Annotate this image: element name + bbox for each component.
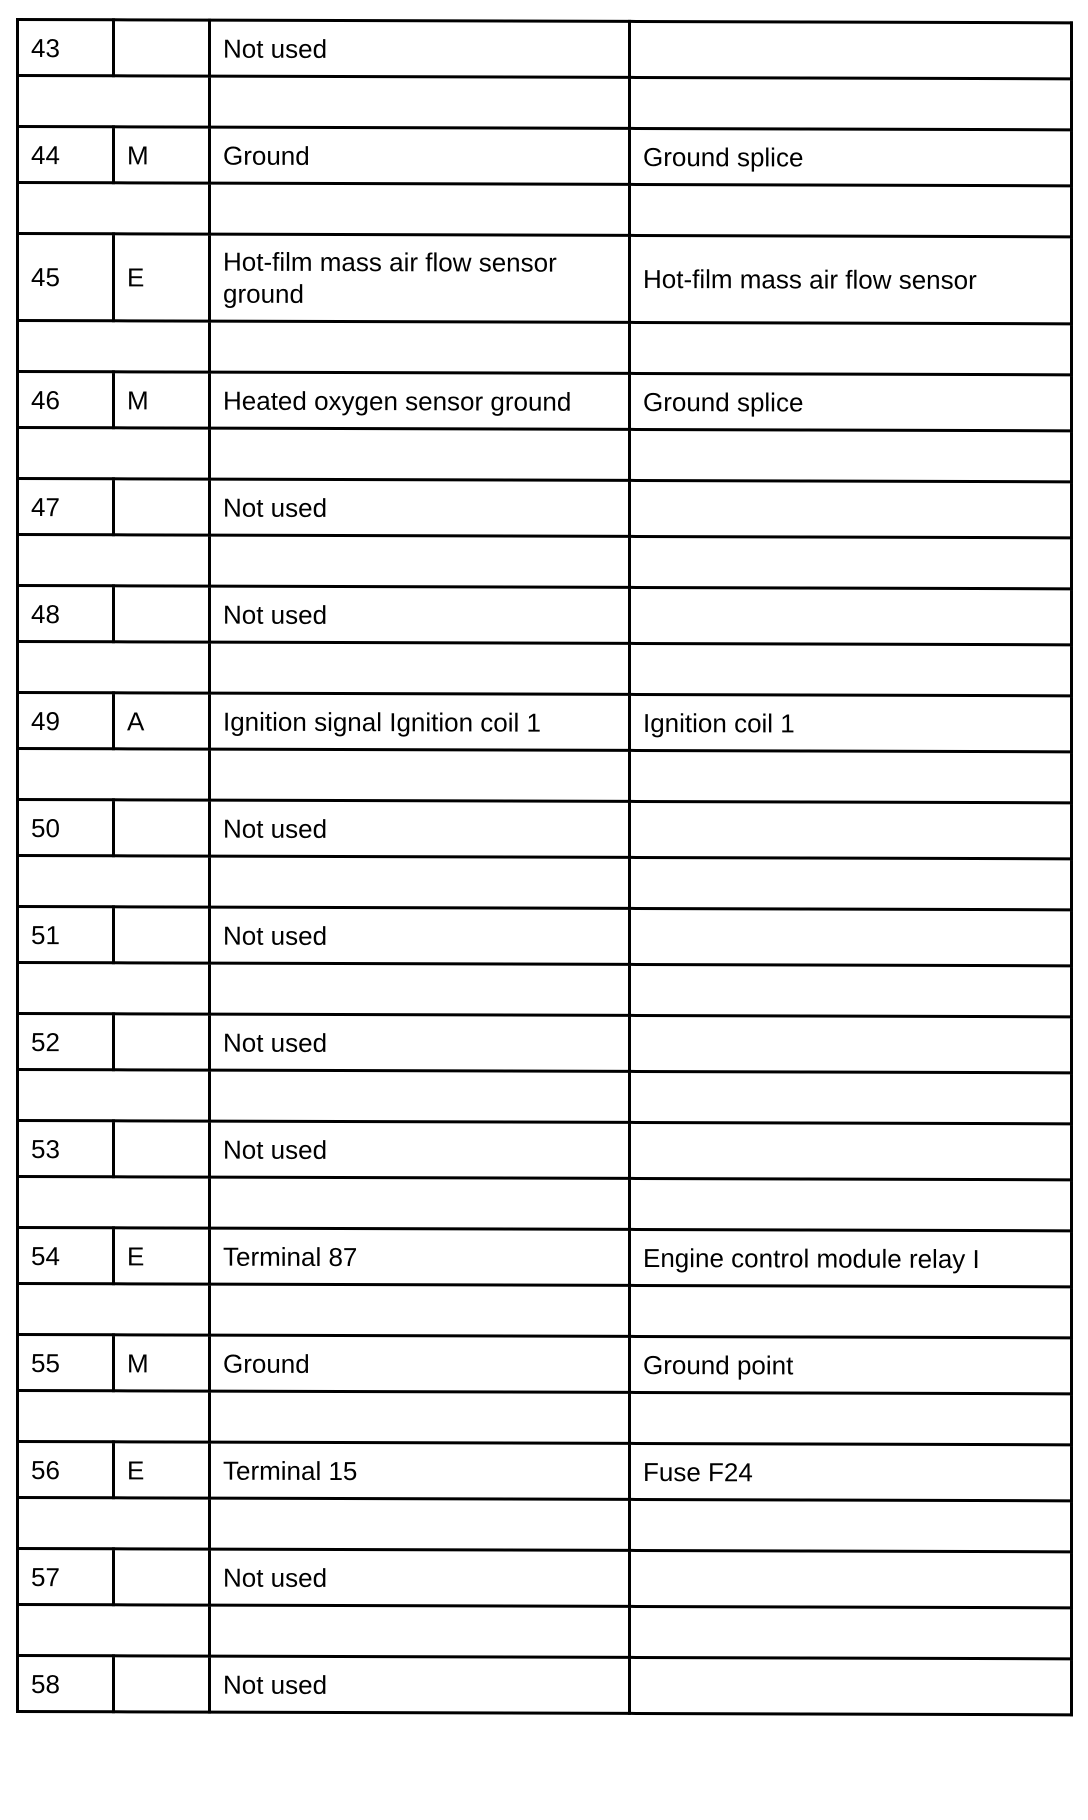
table-row — [18, 479, 1072, 538]
empty-cell — [18, 321, 210, 373]
connection-cell — [630, 801, 1072, 858]
empty-cell — [210, 749, 630, 801]
signal-type-cell — [114, 800, 210, 856]
empty-cell — [630, 1606, 1072, 1658]
signal-type-cell: E — [114, 1228, 210, 1284]
empty-cell — [210, 963, 630, 1015]
empty-cell — [18, 1391, 210, 1443]
table-row — [18, 907, 1072, 966]
empty-cell — [210, 76, 630, 128]
connection-cell — [630, 1015, 1072, 1072]
description-cell: Not used — [210, 1656, 630, 1713]
table-row — [18, 586, 1072, 645]
table-row — [18, 800, 1072, 859]
table-row — [18, 1121, 1072, 1180]
table-row — [18, 1549, 1072, 1608]
signal-type-cell — [114, 20, 210, 76]
empty-cell — [630, 184, 1072, 236]
empty-cell — [18, 1070, 210, 1122]
table-row — [18, 1442, 1072, 1501]
pin-number-cell: 55 — [18, 1335, 114, 1391]
empty-cell — [18, 535, 210, 587]
table-row — [18, 372, 1072, 431]
empty-cell — [630, 750, 1072, 802]
signal-type-cell — [114, 1121, 210, 1177]
signal-type-cell: A — [114, 693, 210, 749]
empty-cell — [18, 642, 210, 694]
pin-number-cell: 49 — [18, 693, 114, 749]
empty-cell — [18, 963, 210, 1015]
description-cell: Terminal 87 — [210, 1228, 630, 1285]
pin-number-cell: 58 — [18, 1656, 114, 1712]
spacer-row — [18, 76, 1072, 130]
spacer-row — [18, 963, 1072, 1017]
spacer-row — [18, 321, 1072, 375]
empty-cell — [210, 1391, 630, 1443]
empty-cell — [18, 428, 210, 480]
pin-number-cell: 57 — [18, 1549, 114, 1605]
spacer-row — [18, 535, 1072, 589]
pin-number-cell: 45 — [18, 234, 114, 321]
table-row — [18, 20, 1072, 79]
signal-type-cell: E — [114, 234, 210, 321]
pin-number-cell: 46 — [18, 372, 114, 428]
connection-cell — [630, 1657, 1072, 1714]
pin-number-cell: 54 — [18, 1228, 114, 1284]
pin-number-cell: 56 — [18, 1442, 114, 1498]
spacer-row — [18, 1070, 1072, 1124]
pin-number-cell: 53 — [18, 1121, 114, 1177]
empty-cell — [18, 1498, 210, 1550]
signal-type-cell: M — [114, 1335, 210, 1391]
pin-number-cell: 43 — [18, 20, 114, 76]
empty-cell — [210, 1605, 630, 1657]
pin-number-cell: 48 — [18, 586, 114, 642]
description-cell: Not used — [210, 479, 630, 536]
spacer-row — [18, 749, 1072, 803]
spacer-row — [18, 1605, 1072, 1659]
connection-cell: Ground splice — [630, 128, 1072, 185]
description-cell: Ground — [210, 127, 630, 184]
description-cell: Heated oxygen sensor ground — [210, 372, 630, 429]
empty-cell — [18, 1177, 210, 1229]
spacer-row — [18, 1177, 1072, 1231]
signal-type-cell: E — [114, 1442, 210, 1498]
spacer-row — [18, 183, 1072, 237]
connection-cell — [630, 480, 1072, 537]
pin-number-cell: 47 — [18, 479, 114, 535]
description-cell: Ignition signal Ignition coil 1 — [210, 693, 630, 750]
pin-assignment-table — [16, 18, 1073, 1716]
empty-cell — [18, 1605, 210, 1657]
spacer-row — [18, 856, 1072, 910]
connection-cell — [630, 21, 1072, 78]
description-cell: Not used — [210, 586, 630, 643]
empty-cell — [630, 643, 1072, 695]
empty-cell — [630, 1499, 1072, 1551]
empty-cell — [630, 857, 1072, 909]
connection-cell: Hot-film mass air flow sensor — [630, 235, 1072, 323]
spacer-row — [18, 1284, 1072, 1338]
signal-type-cell — [114, 1549, 210, 1605]
table-row — [18, 693, 1072, 752]
empty-cell — [630, 536, 1072, 588]
signal-type-cell: M — [114, 372, 210, 428]
empty-cell — [210, 1498, 630, 1550]
connection-cell — [630, 1550, 1072, 1607]
signal-type-cell — [114, 586, 210, 642]
connection-cell — [630, 908, 1072, 965]
table-row — [18, 234, 1072, 324]
spacer-row — [18, 1498, 1072, 1552]
pin-number-cell: 51 — [18, 907, 114, 963]
table-row — [18, 127, 1072, 186]
connection-cell: Engine control module relay I — [630, 1229, 1072, 1286]
empty-cell — [630, 322, 1072, 374]
table-row — [18, 1335, 1072, 1394]
signal-type-cell — [114, 1014, 210, 1070]
empty-cell — [630, 964, 1072, 1016]
table-row — [18, 1228, 1072, 1287]
empty-cell — [18, 749, 210, 801]
empty-cell — [210, 1284, 630, 1336]
empty-cell — [210, 321, 630, 373]
pin-number-cell: 50 — [18, 800, 114, 856]
description-cell: Not used — [210, 20, 630, 77]
pin-number-cell: 44 — [18, 127, 114, 183]
empty-cell — [630, 1392, 1072, 1444]
spacer-row — [18, 642, 1072, 696]
signal-type-cell — [114, 1656, 210, 1712]
empty-cell — [210, 428, 630, 480]
spacer-row — [18, 1391, 1072, 1445]
empty-cell — [210, 642, 630, 694]
empty-cell — [210, 1177, 630, 1229]
connection-cell: Ignition coil 1 — [630, 694, 1072, 751]
description-cell: Not used — [210, 907, 630, 964]
empty-cell — [210, 183, 630, 235]
table-row — [18, 1656, 1072, 1715]
connection-cell — [630, 1122, 1072, 1179]
empty-cell — [210, 1070, 630, 1122]
connection-cell — [630, 587, 1072, 644]
empty-cell — [18, 856, 210, 908]
empty-cell — [18, 1284, 210, 1336]
signal-type-cell: M — [114, 127, 210, 183]
description-cell: Not used — [210, 800, 630, 857]
table-row — [18, 1014, 1072, 1073]
description-cell: Not used — [210, 1121, 630, 1178]
signal-type-cell — [114, 479, 210, 535]
empty-cell — [630, 1178, 1072, 1230]
description-cell: Terminal 15 — [210, 1442, 630, 1499]
description-cell: Ground — [210, 1335, 630, 1392]
description-cell: Not used — [210, 1014, 630, 1071]
empty-cell — [630, 1285, 1072, 1337]
description-cell: Hot-film mass air flow sensor ground — [210, 234, 630, 322]
empty-cell — [210, 856, 630, 908]
empty-cell — [630, 1071, 1072, 1123]
description-cell: Not used — [210, 1549, 630, 1606]
connection-cell: Fuse F24 — [630, 1443, 1072, 1500]
empty-cell — [630, 77, 1072, 129]
empty-cell — [18, 183, 210, 235]
pin-number-cell: 52 — [18, 1014, 114, 1070]
connection-cell: Ground splice — [630, 373, 1072, 430]
empty-cell — [630, 429, 1072, 481]
empty-cell — [210, 535, 630, 587]
spacer-row — [18, 428, 1072, 482]
signal-type-cell — [114, 907, 210, 963]
connection-cell: Ground point — [630, 1336, 1072, 1393]
empty-cell — [18, 76, 210, 128]
